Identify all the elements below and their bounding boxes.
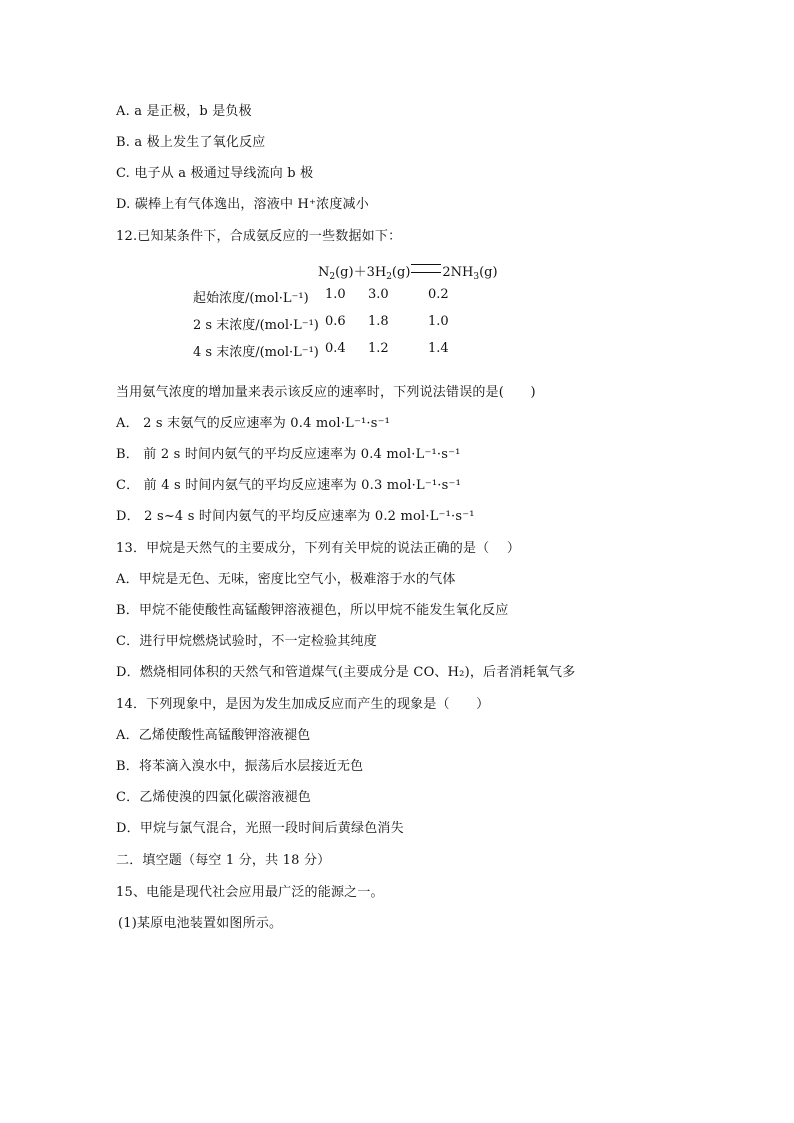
q12-option-a: A． 2 s 末氨气的反应速率为 0.4 mol·L⁻¹·s⁻¹ bbox=[116, 416, 391, 431]
row-label: 4 s 末浓度/(mol·L⁻¹) bbox=[193, 345, 319, 360]
section-heading: 二．填空题（每空 1 分，共 18 分） bbox=[116, 853, 331, 868]
q14-option-d: D．甲烷与氯气混合，光照一段时间后黄绿色消失 bbox=[116, 821, 404, 836]
eq-nh3: 2NH bbox=[442, 265, 474, 280]
q14-option-c: C．乙烯使溴的四氯化碳溶液褪色 bbox=[116, 790, 311, 805]
q15-sub1: (1)某原电池装置如图所示。 bbox=[118, 916, 283, 931]
eq-n2-state: (g)＋3H bbox=[335, 265, 387, 280]
eq-n2: N bbox=[318, 265, 330, 280]
q14-option-a: A．乙烯使酸性高锰酸钾溶液褪色 bbox=[116, 728, 311, 743]
q13-option-a: A．甲烷是无色、无味，密度比空气小，极难溶于水的气体 bbox=[116, 572, 456, 587]
cell-nh3: 1.4 bbox=[428, 341, 449, 356]
q15-stem: 15、电能是现代社会应用最广泛的能源之一。 bbox=[116, 885, 384, 900]
cell-h2: 1.8 bbox=[368, 314, 389, 329]
cell-n2: 0.4 bbox=[325, 341, 346, 356]
q13-option-c: C．进行甲烷燃烧试验时，不一定检验其纯度 bbox=[116, 634, 377, 649]
q12-option-b: B． 前 2 s 时间内氨气的平均反应速率为 0.4 mol·L⁻¹·s⁻¹ bbox=[116, 447, 461, 462]
cell-nh3: 1.0 bbox=[428, 314, 449, 329]
q12-question: 当用氨气浓度的增加量来表示该反应的速率时，下列说法错误的是( ) bbox=[116, 385, 536, 400]
eq-nh3-state: (g) bbox=[479, 265, 498, 280]
q12-option-c: C． 前 4 s 时间内氨气的平均反应速率为 0.3 mol·L⁻¹·s⁻¹ bbox=[116, 478, 461, 493]
q11-option-d: D. 碳棒上有气体逸出，溶液中 H⁺浓度减小 bbox=[116, 197, 369, 212]
eq-nh3-sub: 3 bbox=[473, 272, 480, 282]
cell-n2: 0.6 bbox=[325, 314, 346, 329]
eq-h2-sub: 2 bbox=[386, 272, 392, 282]
row-label: 起始浓度/(mol·L⁻¹) bbox=[193, 291, 309, 306]
q11-option-a: A. a 是正极，b 是负极 bbox=[116, 104, 252, 119]
q13-option-d: D．燃烧相同体积的天然气和管道煤气(主要成分是 CO、H₂)，后者消耗氧气多 bbox=[116, 665, 576, 680]
equilibrium-sign bbox=[411, 264, 441, 273]
q13-option-b: B．甲烷不能使酸性高锰酸钾溶液褪色，所以甲烷不能发生氧化反应 bbox=[116, 603, 509, 618]
reaction-equation bbox=[318, 261, 498, 282]
q14-option-b: B．将苯滴入溴水中，振荡后水层接近无色 bbox=[116, 759, 364, 774]
row-label: 2 s 末浓度/(mol·L⁻¹) bbox=[193, 318, 319, 333]
q12-option-d: D． 2 s~4 s 时间内氨气的平均反应速率为 0.2 mol·L⁻¹·s⁻¹ bbox=[116, 509, 475, 524]
q12-stem: 12.已知某条件下，合成氨反应的一些数据如下： bbox=[116, 229, 402, 244]
q11-option-c: C. 电子从 a 极通过导线流向 b 极 bbox=[116, 166, 314, 181]
cell-nh3: 0.2 bbox=[428, 287, 449, 302]
cell-h2: 3.0 bbox=[368, 287, 389, 302]
eq-n2-sub: 2 bbox=[329, 272, 336, 282]
cell-h2: 1.2 bbox=[368, 341, 389, 356]
eq-h2-state: (g) bbox=[391, 265, 411, 280]
q13-stem: 13．甲烷是天然气的主要成分，下列有关甲烷的说法正确的是（ ） bbox=[116, 541, 521, 556]
q11-option-b: B. a 极上发生了氧化反应 bbox=[116, 135, 266, 150]
cell-n2: 1.0 bbox=[325, 287, 346, 302]
q14-stem: 14．下列现象中，是因为发生加成反应而产生的现象是（ ） bbox=[116, 697, 490, 712]
